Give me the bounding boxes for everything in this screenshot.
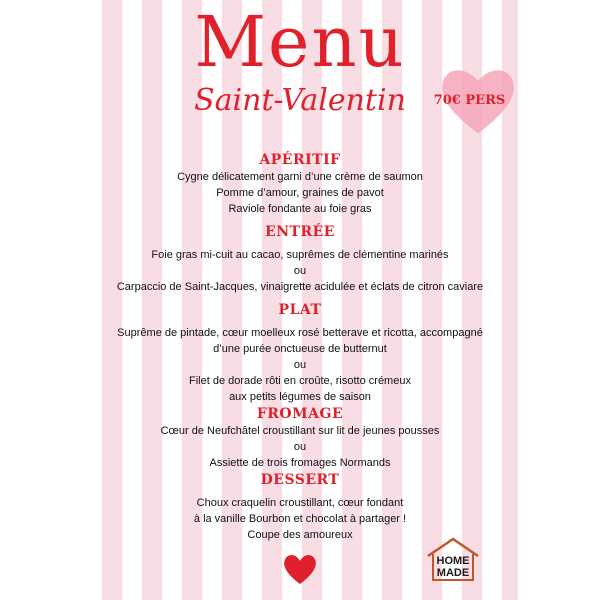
menu-line: Cygne délicatement garni d’une crème de saumon xyxy=(177,171,423,183)
menu-line: ou xyxy=(293,265,307,277)
menu-line: à la vanille Bourbon et chocolat à partager ! xyxy=(193,513,407,525)
menu-line: ou xyxy=(293,441,307,453)
menu-line: Filet de dorade rôti en croûte, risotto crémeux xyxy=(189,375,411,387)
logo-line-made: MADE xyxy=(436,567,470,579)
menu-line: Foie gras mi-cuit au cacao, suprêmes de clémentine marinés xyxy=(151,249,449,261)
menu-line: Choux craquelin croustillant, cœur fondant xyxy=(196,497,404,509)
menu-line: Assiette de trois fromages Normands xyxy=(209,457,391,469)
menu-section xyxy=(82,471,518,543)
menu-subtitle: Saint-Valentin xyxy=(194,83,406,118)
home-made-logo xyxy=(424,536,482,582)
section-title: DESSERT xyxy=(260,472,340,488)
menu-section xyxy=(82,151,518,217)
logo-line-home: HOME xyxy=(436,555,470,567)
menu-section xyxy=(82,223,518,295)
menu-section xyxy=(82,301,518,405)
section-title: PLAT xyxy=(278,302,322,318)
menu-line: Suprême de pintade, cœur moelleux rosé betterave et ricotta, accompagné xyxy=(117,327,483,339)
menu-line: ou xyxy=(293,359,307,371)
menu-title: Menu xyxy=(194,1,406,83)
section-title: FROMAGE xyxy=(256,406,344,422)
section-title: APÉRITIF xyxy=(259,152,341,168)
menu-line: d’une purée onctueuse de butternut xyxy=(213,343,387,355)
menu-line: Cœur de Neufchâtel croustillant sur lit de jeunes pousses xyxy=(160,425,440,437)
section-title: ENTRÉE xyxy=(265,224,335,240)
heart-icon xyxy=(280,548,320,588)
menu-line: Pomme d’amour, graines de pavot xyxy=(216,187,384,199)
menu-sheet xyxy=(82,0,518,600)
menu-line: Raviole fondante au foie gras xyxy=(228,203,372,215)
menu-line: aux petits légumes de saison xyxy=(229,391,371,403)
menu-line: Carpaccio de Saint-Jacques, vinaigrette acidulée et éclats de citron caviare xyxy=(116,281,484,293)
price-label: 70€ PERS xyxy=(433,93,506,108)
house-icon xyxy=(424,536,482,582)
menu-content xyxy=(82,151,518,543)
menu-section xyxy=(82,405,518,471)
menu-line: Coupe des amoureux xyxy=(247,529,353,541)
